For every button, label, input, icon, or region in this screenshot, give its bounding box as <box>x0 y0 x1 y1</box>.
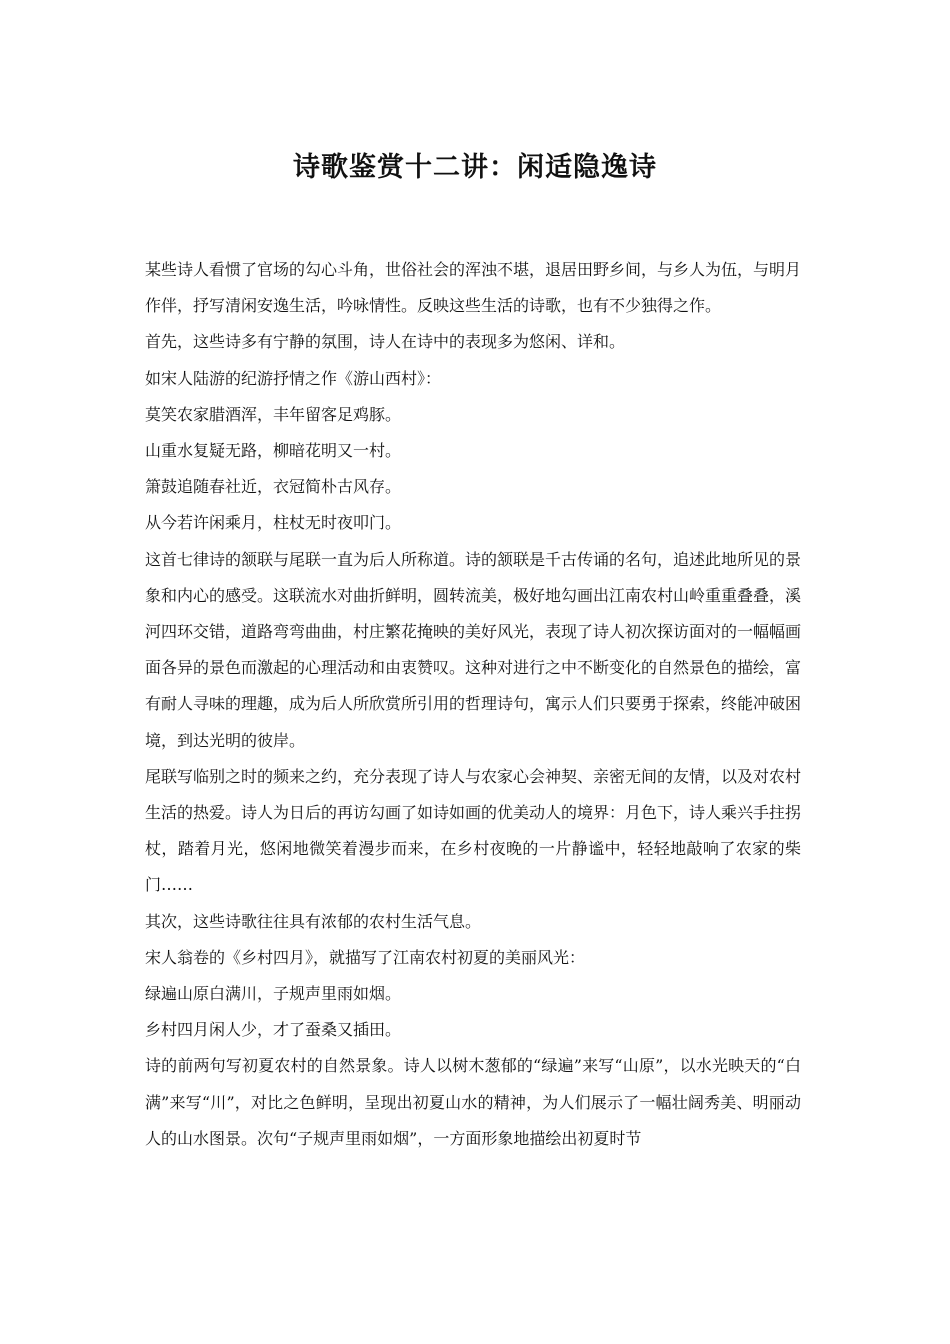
poem-line: 箫鼓追随春社近，衣冠简朴古风存。 <box>145 477 402 497</box>
paragraph-example-intro-2: 宋人翁卷的《乡村四月》，就描写了江南农村初夏的美丽风光： <box>145 947 586 967</box>
poem-line: 莫笑农家腊酒浑，丰年留客足鸡豚。 <box>145 404 402 424</box>
paragraph-analysis-scene: 诗的前两句写初夏农村的自然景象。诗人以树木葱郁的“绿遍”来写“山原”，以水光映天的“白满”来写“川”，对比之色鲜明，呈现出初夏山水的精神，为人们展示了一幅壮阔秀美、明丽动人的山水图景。次句“子规声里雨如烟”，一方面形象地描绘出初夏时节 <box>145 1056 801 1148</box>
poem-line: 从今若许闲乘月，柱杖无时夜叩门。 <box>145 513 402 533</box>
poem-line: 山重水复疑无路，柳暗花明又一村。 <box>145 441 402 461</box>
document-title: 诗歌鉴赏十二讲：闲适隐逸诗 <box>293 152 657 184</box>
paragraph-analysis-couplet: 这首七律诗的颔联与尾联一直为后人所称道。诗的颔联是千古传诵的名句，追述此地所见的景象和内心的感受。这联流水对曲折鲜明，圆转流美，极好地勾画出江南农村山岭重重叠叠，溪河四环交错，道路弯弯曲曲，村庄繁花掩映的美好风光，表现了诗人初次探访面对的一幅幅画面各异的景色而激起的心理活动和由衷赞叹。这种对进行之中不断变化的自然景色的描绘，富有耐人寻味的理趣，成为后人所欣赏所引用的哲理诗句，寓示人们只要勇于探索，终能冲破困境，到达光明的彼岸。 <box>145 549 802 750</box>
paragraph-example-intro: 如宋人陆游的纪游抒情之作《游山西村》： <box>145 368 442 388</box>
poem-line: 绿遍山原白满川，子规声里雨如烟。 <box>145 984 402 1004</box>
poem-line: 乡村四月闲人少，才了蚕桑又插田。 <box>145 1020 402 1040</box>
paragraph-first-point: 首先，这些诗多有宁静的氛围，诗人在诗中的表现多为悠闲、详和。 <box>145 332 626 352</box>
paragraph-analysis-ending: 尾联写临别之时的频来之约，充分表现了诗人与农家心会神契、亲密无间的友情，以及对农村生活的热爱。诗人为日后的再访勾画了如诗如画的优美动人的境界：月色下，诗人乘兴手拄拐杖，踏着月光，悠闲地微笑着漫步而来，在乡村夜晚的一片静谧中，轻轻地敲响了农家的柴门…… <box>145 766 802 895</box>
paragraph-intro: 某些诗人看惯了官场的勾心斗角，世俗社会的浑浊不堪，退居田野乡间，与乡人为伍，与明月作伴，抒写清闲安逸生活，吟咏情性。反映这些生活的诗歌，也有不少独得之作。 <box>145 260 802 316</box>
paragraph-second-point: 其次，这些诗歌往往具有浓郁的农村生活气息。 <box>145 911 482 931</box>
document-body <box>145 252 801 1157</box>
